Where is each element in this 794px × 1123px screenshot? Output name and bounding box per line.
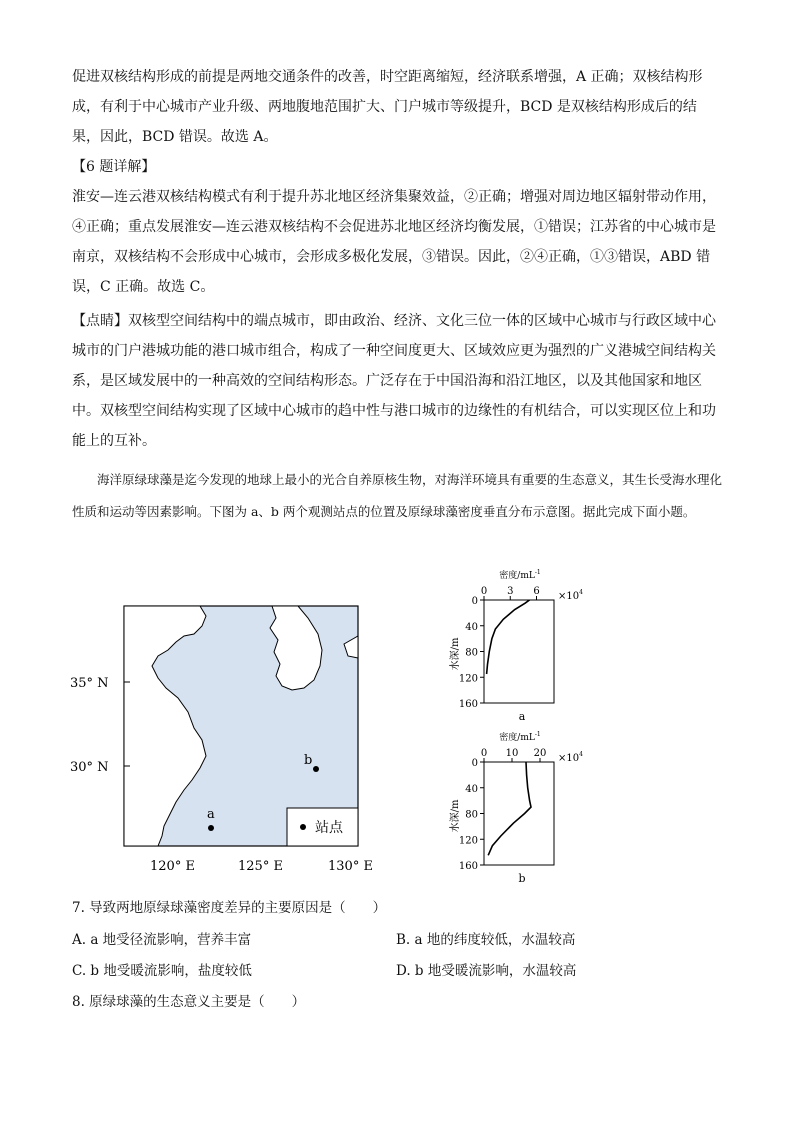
chart-a-caption: a [518, 710, 526, 723]
station-map [66, 596, 386, 881]
q6-header: 【6 题详解】 [72, 159, 156, 175]
chart-b-y-tick-label: 80 [465, 809, 478, 821]
chart-b-x-tick-label: 0 [480, 748, 488, 759]
chart-a-x-tick-label: 6 [533, 586, 540, 597]
chart-a-y-tick-label: 40 [465, 621, 478, 633]
question-intro: 海洋原绿球藻是迄今发现的地球上最小的光合自养原核生物，对海洋环境具有重要的生态意义，其生长受海水理化性质和运动等因素影响。下图为 a、b 两个观测站点的位置及原绿球藻密度垂直分布示意图。据此完成下面小题。 [72, 472, 723, 519]
legend-dot [300, 824, 306, 830]
chart-a-y-tick-label: 120 [458, 673, 478, 685]
chart-b-multiplier: $\times 10^4$ [558, 751, 583, 764]
station-a-label: a [207, 807, 215, 822]
lat-35-label: 35° N [70, 676, 109, 691]
chart-a-y-title: 水深/m [450, 637, 461, 671]
lon-130-label: 130° E [328, 859, 373, 874]
q7-option-a: A. a 地受径流影响，营养丰富 [72, 932, 252, 948]
chart-a-y-tick-label: 0 [471, 596, 478, 607]
q7-option-c: C. b 地受暖流影响，盐度较低 [72, 963, 252, 979]
chart-b-frame [484, 762, 554, 865]
station-b-label: b [304, 753, 313, 768]
chart-b-caption: b [518, 872, 526, 885]
chart-b-y-tick-label: 160 [458, 861, 478, 872]
chart-b-x-title: 密度$/mL^{-1}$ [499, 731, 541, 743]
chart-a-multiplier: $\times 10^4$ [558, 589, 583, 602]
chart-b-y-title: 水深/m [450, 799, 461, 833]
question-7: 7. 导致两地原绿球藻密度差异的主要原因是（ ） [72, 900, 387, 916]
question-8: 8. 原绿球藻的生态意义主要是（ ） [72, 994, 306, 1010]
station-b-dot [313, 766, 319, 772]
station-a-dot [208, 825, 214, 831]
q6-analysis: 淮安—连云港双核结构模式有利于提升苏北地区经济集聚效益，②正确；增强对周边地区辐射带动作用，④正确；重点发展淮安—连云港双核结构不会促进苏北地区经济均衡发展，①错误；江苏省的中心城市是南京，双核结构不会形成中心城市，会形成多极化发展，③错误。因此，②④正确，①③错误，ABD 错误，C 正确。故选 C。 [72, 189, 716, 295]
chart-a-x-tick-label: 3 [507, 586, 514, 597]
q7-option-b: B. a 地的纬度较低，水温较高 [396, 932, 576, 948]
chart-a-y-tick-label: 80 [465, 647, 478, 659]
chart-b-density-curve [488, 762, 531, 855]
chart-a-x-title: 密度$/mL^{-1}$ [499, 569, 541, 581]
lon-120-label: 120° E [150, 859, 195, 874]
tip-paragraph: 【点睛】双核型空间结构中的端点城市，即由政治、经济、文化三位一体的区域中心城市与行政区域中心城市的门户港城功能的港口城市组合，构成了一种空间度更大、区域效应更为强烈的广义港城空间结构关系，是区域发展中的一种高效的空间结构形态。广泛存在于中国沿海和沿江地区，以及其他国家和地区中。双核型空间结构实现了区域中心城市的趋中性与港口城市的边缘性的有机结合，可以实现区位上和功能上的互补。 [72, 313, 716, 449]
lat-30-label: 30° N [70, 760, 109, 775]
chart-b-x-tick-label: 20 [533, 748, 547, 759]
density-chart-a [432, 566, 602, 726]
chart-b-y-tick-label: 40 [465, 783, 478, 795]
chart-a-y-tick-label: 160 [458, 699, 478, 710]
chart-a-x-tick-label: 0 [480, 586, 488, 597]
legend-label: 站点 [315, 820, 343, 836]
chart-b-y-tick-label: 0 [471, 758, 478, 769]
analysis-paragraph: 促进双核结构形成的前提是两地交通条件的改善，时空距离缩短，经济联系增强，A 正确；双核结构形成，有利于中心城市产业升级、两地腹地范围扩大、门户城市等级提升，BCD 是双核结构形成后的结果，因此，BCD 错误。故选 A。 [72, 69, 703, 145]
lon-125-label: 125° E [238, 859, 283, 874]
q7-option-d: D. b 地受暖流影响，水温较高 [396, 963, 577, 979]
chart-a-frame [484, 600, 554, 703]
density-chart-b [432, 728, 602, 888]
chart-b-x-tick-label: 10 [505, 748, 519, 759]
chart-a-density-curve [487, 600, 530, 674]
chart-b-y-tick-label: 120 [458, 835, 478, 847]
